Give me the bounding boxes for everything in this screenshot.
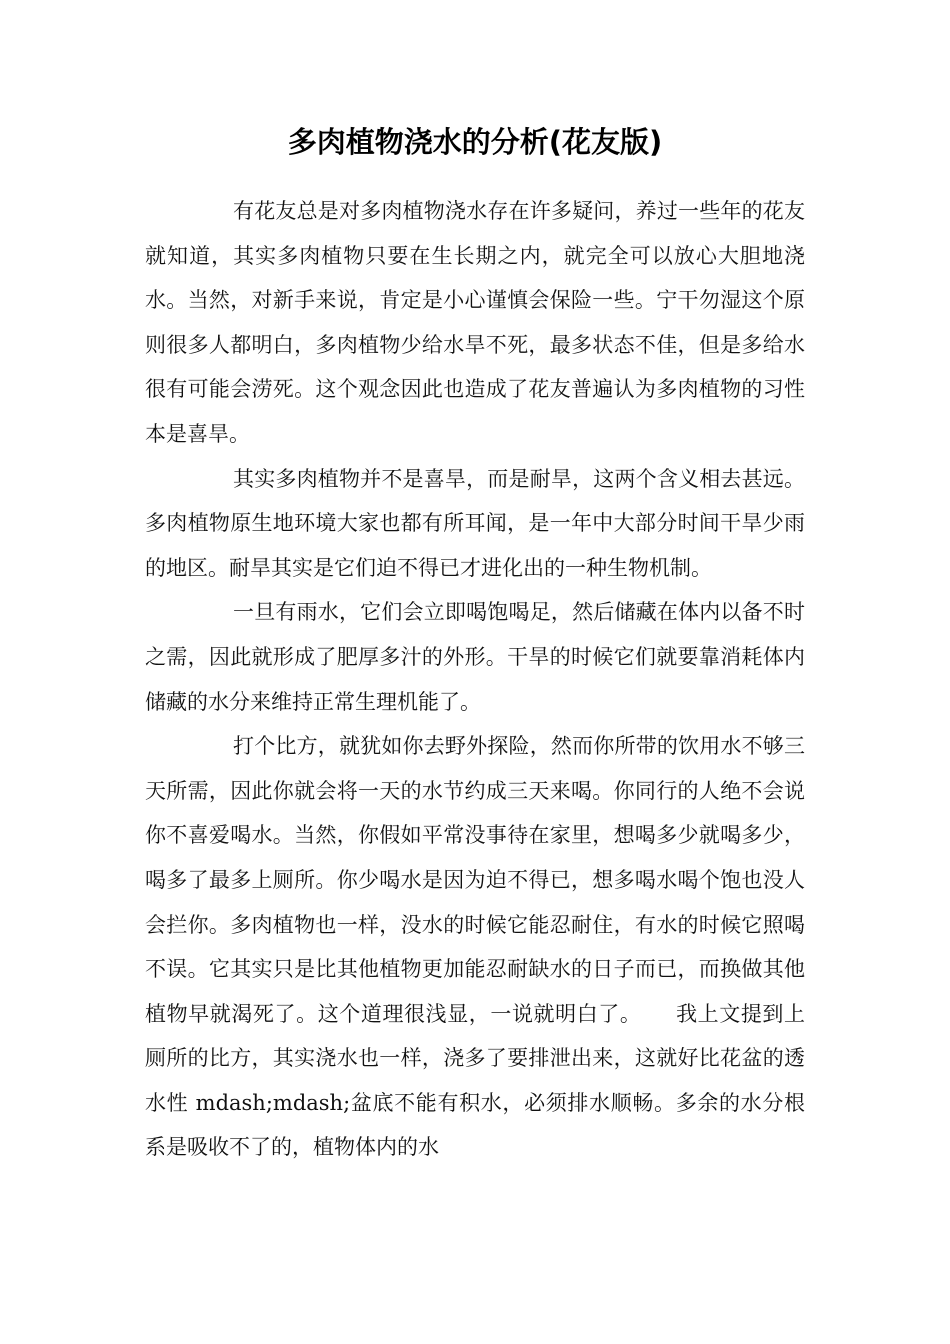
paragraph-4-text: 打个比方，就犹如你去野外探险，然而你所带的饮用水不够三天所需，因此你就会将一天的水节约成三天来喝。你同行的人绝不会说你不喜爱喝水。当然，你假如平常没事待在家里，想喝多少就喝多少，喝多了最多上厕所。你少喝水是因为迫不得已，想多喝水喝个饱也没人会拦你。多肉植物也一样，没水的时候它能忍耐住，有水的时候它照喝不误。它其实只是比其他植物更加能忍耐缺水的日子而已，而换做其他植物早就渴死了。这个道理很浅显，一说就明白了。 (145, 734, 805, 1026)
document-title: 多肉植物浇水的分析(花友版) (287, 125, 663, 159)
document-body (145, 189, 805, 1170)
paragraph-1: 有花友总是对多肉植物浇水存在许多疑问，养过一些年的花友就知道，其实多肉植物只要在生长期之内，就完全可以放心大胆地浇水。当然，对新手来说，肯定是小心谨慎会保险一些。宁干勿湿这个原则很多人都明白，多肉植物少给水旱不死，最多状态不佳，但是多给水很有可能会涝死。这个观念因此也造成了花友普遍认为多肉植物的习性本是喜旱。 (145, 199, 805, 446)
paragraph-4 (145, 724, 805, 1170)
paragraph-3: 一旦有雨水，它们会立即喝饱喝足，然后储藏在体内以备不时之需，因此就形成了肥厚多汁的外形。干旱的时候它们就要靠消耗体内储藏的水分来维持正常生理机能了。 (145, 600, 805, 714)
paragraph-2: 其实多肉植物并不是喜旱，而是耐旱，这两个含义相去甚远。多肉植物原生地环境大家也都有所耳闻，是一年中大部分时间干旱少雨的地区。耐旱其实是它们迫不得已才进化出的一种生物机制。 (145, 466, 805, 580)
paragraph-5-text: 我上文提到上厕所的比方，其实浇水也一样，浇多了要排泄出来，这就好比花盆的透水性 mdash;mdash;盆底不能有积水，必须排水顺畅。多余的水分根系是吸收不了的，植物体内的水 (145, 1001, 806, 1160)
